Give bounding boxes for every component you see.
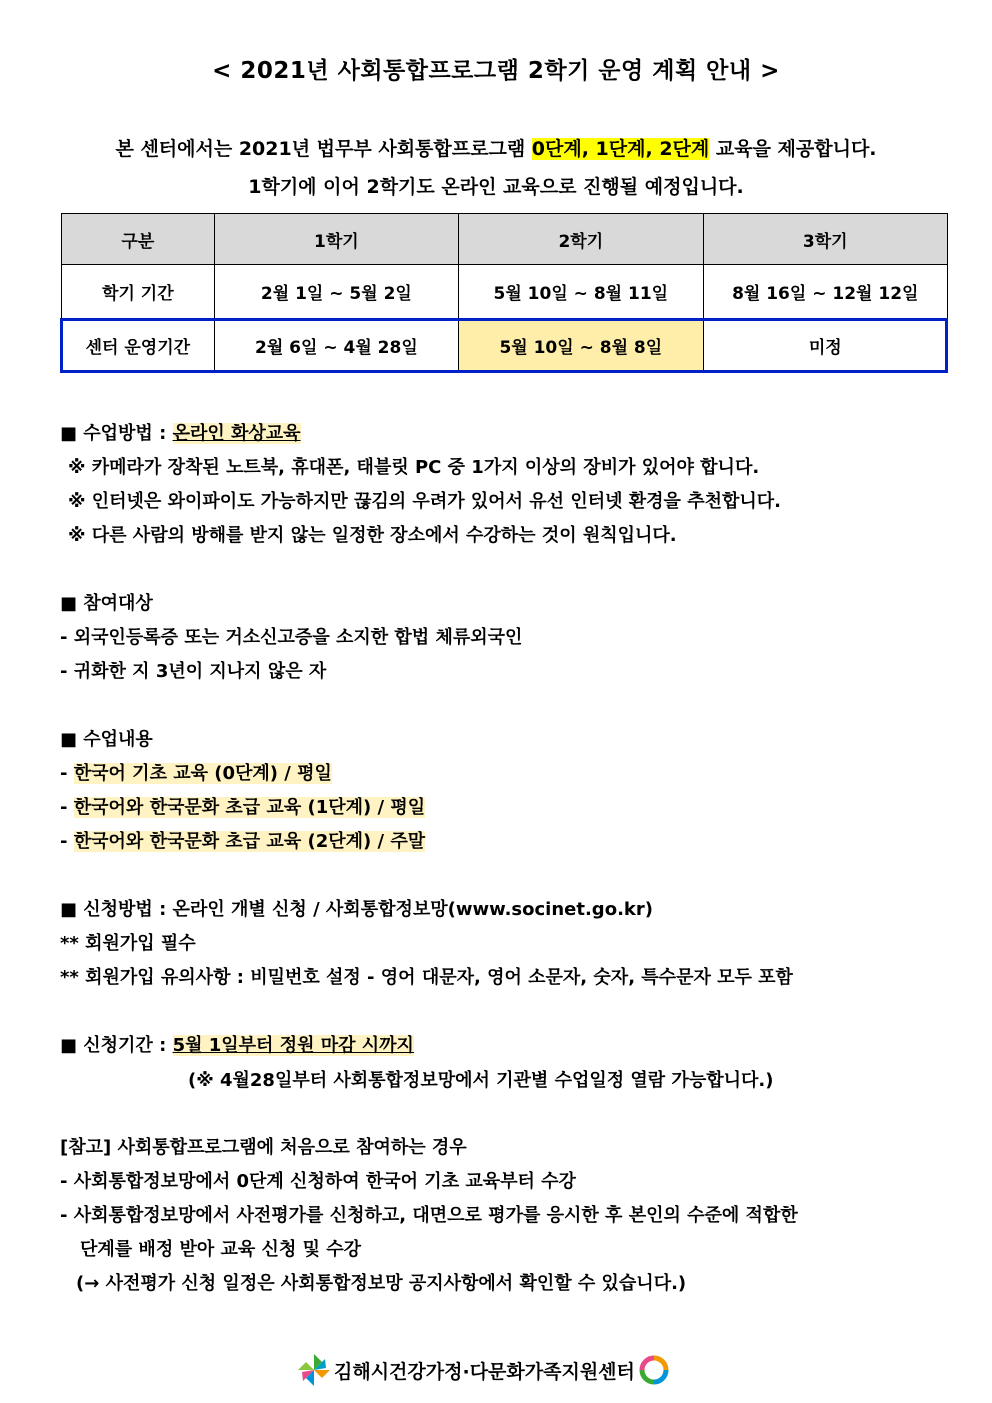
table-cell: 학기 기간	[62, 265, 215, 319]
content-item: - 한국어 기초 교육 (0단계) / 평일	[60, 763, 332, 784]
content-item-text: 한국어와 한국문화 초급 교육 (1단계) / 평일	[73, 797, 426, 818]
intro-text-post: 교육을 제공합니다.	[709, 138, 877, 160]
intro-line-2: 1학기에 이어 2학기도 온라인 교육으로 진행될 예정입니다.	[248, 176, 744, 198]
method-value: 온라인 화상교육	[172, 423, 301, 444]
period-note: (※ 4월28일부터 사회통합정보망에서 기관별 수업일정 열람 가능합니다.)	[188, 1070, 774, 1091]
intro-highlight-levels: 0단계, 1단계, 2단계	[531, 138, 710, 160]
reference-item-cont: 단계를 배정 받아 교육 신청 및 수강	[80, 1239, 362, 1260]
intro-text-pre: 본 센터에서는 2021년 법무부 사회통합프로그램	[115, 138, 532, 160]
content-item: - 한국어와 한국문화 초급 교육 (1단계) / 평일	[60, 797, 426, 818]
reference-heading: [참고] 사회통합프로그램에 처음으로 참여하는 경우	[60, 1137, 467, 1158]
content-item-text: 한국어 기초 교육 (0단계) / 평일	[73, 763, 332, 784]
period-line	[60, 1031, 414, 1057]
table-cell: 2월 1일 ~ 5월 2일	[214, 265, 458, 319]
target-heading: ■ 참여대상	[60, 593, 153, 614]
intro-line-1	[0, 134, 992, 161]
target-item: - 귀화한 지 3년이 지나지 않은 자	[60, 661, 327, 682]
method-note: ※ 인터넷은 와이파이도 가능하지만 끊김의 우려가 있어서 유선 인터넷 환경을 추천합니다.	[68, 491, 781, 512]
method-line	[60, 419, 301, 445]
table-cell: 8월 16일 ~ 12월 12일	[703, 265, 947, 319]
pinwheel-logo-icon	[296, 1352, 332, 1388]
method-label: ■ 수업방법 :	[60, 423, 173, 444]
table-header-cell: 1학기	[214, 214, 458, 265]
method-note: ※ 카메라가 장착된 노트북, 휴대폰, 태블릿 PC 중 1가지 이상의 장비가 있어야 합니다.	[68, 457, 760, 478]
table-row	[62, 265, 948, 319]
apply-note: ** 회원가입 필수	[60, 933, 196, 954]
method-note: ※ 다른 사람의 방해를 받지 않는 일정한 장소에서 수강하는 것이 원칙입니다.	[68, 525, 677, 546]
period-label: ■ 신청기간 :	[60, 1035, 173, 1056]
table-header-cell: 구분	[62, 214, 215, 265]
reference-item: - 사회통합정보망에서 사전평가를 신청하고, 대면으로 평가를 응시한 후 본인의 수준에 적합한	[60, 1205, 798, 1226]
period-value: 5월 1일부터 정원 마감 시까지	[172, 1035, 414, 1056]
target-item: - 외국인등록증 또는 거소신고증을 소지한 합법 체류외국인	[60, 627, 523, 648]
table-header-cell: 2학기	[459, 214, 703, 265]
content-heading: ■ 수업내용	[60, 729, 153, 750]
reference-note: (→ 사전평가 신청 일정은 사회통합정보망 공지사항에서 확인할 수 있습니다.)	[76, 1273, 687, 1294]
apply-note: ** 회원가입 유의사항 : 비밀번호 설정 - 영어 대문자, 영어 소문자, 숫자, 특수문자 모두 포함	[60, 967, 793, 988]
table-row-center-operation	[62, 319, 948, 372]
semester-schedule-table	[61, 213, 948, 372]
table-cell: 센터 운영기간	[62, 319, 215, 372]
content-item-text: 한국어와 한국문화 초급 교육 (2단계) / 주말	[73, 831, 426, 852]
content-item: - 한국어와 한국문화 초급 교육 (2단계) / 주말	[60, 831, 426, 852]
table-cell-highlighted: 5월 10일 ~ 8월 8일	[459, 319, 703, 372]
circle-swirl-logo-icon	[639, 1355, 669, 1385]
table-header-cell: 3학기	[703, 214, 947, 265]
page-title: < 2021년 사회통합프로그램 2학기 운영 계획 안내 >	[212, 58, 780, 84]
footer-logo	[296, 1352, 669, 1388]
reference-item: - 사회통합정보망에서 0단계 신청하여 한국어 기초 교육부터 수강	[60, 1171, 576, 1192]
footer-org-name: 김해시건강가정·다문화가족지원센터	[334, 1360, 635, 1383]
table-cell: 5월 10일 ~ 8월 11일	[459, 265, 703, 319]
table-cell: 미정	[703, 319, 947, 372]
apply-line: ■ 신청방법 : 온라인 개별 신청 / 사회통합정보망(www.socinet.go.kr)	[60, 899, 653, 920]
table-header-row	[62, 214, 948, 265]
table-cell: 2월 6일 ~ 4월 28일	[214, 319, 458, 372]
